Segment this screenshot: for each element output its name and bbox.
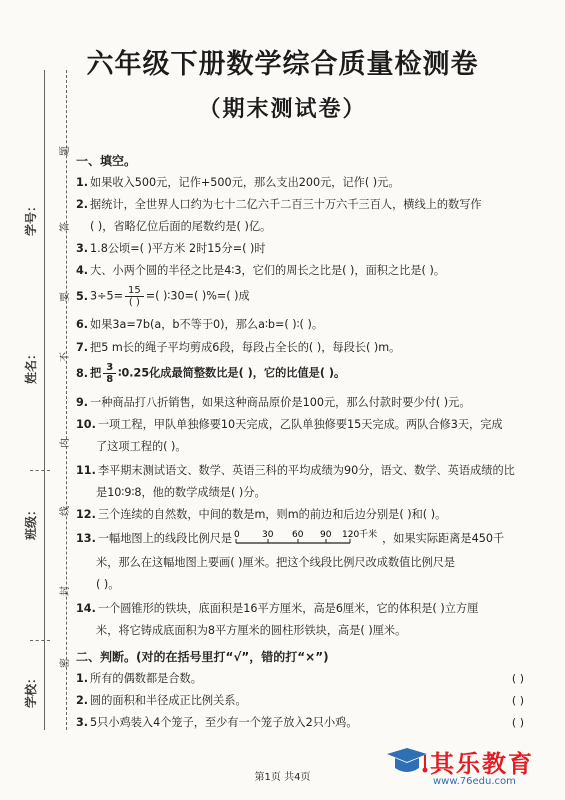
margin-note: 题 — [60, 146, 71, 156]
logo-text: 其乐教育 — [430, 750, 534, 778]
name-label: 姓名： — [24, 347, 38, 384]
section2-title: 二、判断。(对的在括号里打“√”，错的打“×”) — [76, 650, 329, 664]
scale-tick-label: 90 — [320, 530, 332, 540]
school-label: 学校： — [24, 671, 38, 708]
question-9: 9. 一种商品打八折销售，如果这种商品原价是100元，那么付款时要少付( )元。 — [76, 396, 471, 409]
question-3: 3. 1.8公顷=( )平方米 2时15分=( )时 — [76, 242, 266, 255]
margin-note: 内 — [60, 438, 71, 448]
scale-tick-label: 120千米 — [342, 530, 378, 540]
question-13-cont2: ( )。 — [96, 578, 120, 591]
scale-tick-label: 60 — [292, 530, 304, 540]
question-4: 4. 大、小两个圆的半径之比是4∶3，它们的周长之比是( )，面积之比是( )。 — [76, 264, 446, 277]
page-footer: 第1页 共4页 — [254, 772, 311, 783]
section1-title: 一、填空。 — [76, 154, 137, 168]
question-14: 14. 一个圆锥形的铁块，底面积是16平方厘米，高是6厘米，它的体积是( )立方厘 — [76, 602, 479, 615]
graduation-cap-icon — [385, 744, 429, 784]
question-11-cont: 是10∶9∶8，他的数学成绩是( )分。 — [96, 486, 266, 499]
scale-tick-label: 30 — [262, 530, 274, 540]
question-14-cont: 米，将它铸成底面积为8平方厘米的圆柱形铁块，高是( )厘米。 — [96, 624, 407, 637]
line-scale-bar — [232, 528, 382, 550]
margin-note: 不 — [60, 352, 71, 362]
brand-logo — [385, 740, 555, 795]
question-7: 7. 把5 m长的绳子平均剪成6段，每段占全长的( )，每段长( )m。 — [76, 341, 401, 354]
student-id-label: 学号： — [24, 199, 38, 236]
margin-dashed-line — [66, 70, 67, 730]
margin-note: 线 — [60, 506, 71, 516]
question-10-cont: 了这项工程的( )。 — [96, 440, 187, 453]
answer-paren[interactable]: ( ) — [511, 672, 524, 685]
question-1: 1. 如果收入500元，记作+500元，那么支出200元，记作( )元。 — [76, 176, 400, 189]
answer-paren[interactable]: ( ) — [511, 716, 524, 729]
margin-note: 要 — [60, 292, 71, 302]
fill-line — [30, 470, 50, 471]
judge-item-1: 1. 所有的偶数都是合数。 ( ) — [76, 668, 546, 690]
judge-item-3: 3. 5只小鸡装入4个笼子，至少有一个笼子放入2只小鸡。 ( ) — [76, 712, 546, 734]
margin-solid-line — [44, 70, 45, 730]
question-11: 11. 李平期末测试语文、数学、英语三科的平均成绩为90分，语文、数学、英语成绩的比 — [76, 464, 515, 477]
margin-note: 答 — [60, 222, 71, 232]
logo-url: www.76edu.com — [433, 776, 516, 787]
fraction: $\frac{15}{( )}$ — [125, 285, 144, 308]
question-10: 10. 一项工程，甲队单独修要10天完成，乙队单独修要15天完成。两队合修3天，完成 — [76, 418, 503, 431]
fill-line — [30, 640, 50, 641]
page-subtitle: （期末测试卷） — [198, 97, 367, 122]
class-label: 班级： — [24, 503, 38, 540]
fraction: $\frac{3}{8}$ — [103, 362, 116, 385]
question-12: 12. 三个连续的自然数，中间的数是m，则m的前边和后边分别是( )和( )。 — [76, 508, 447, 521]
question-8: 8. 把 $\frac{3}{8}$ ∶0.25化成最简整数比是( )，它的比值是( )。 — [76, 362, 346, 385]
question-2-cont: ( )，省略亿位后面的尾数约是( )亿。 — [90, 220, 272, 233]
page-title: 六年级下册数学综合质量检测卷 — [86, 49, 479, 80]
judge-item-2: 2. 圆的面积和半径成正比例关系。 ( ) — [76, 690, 546, 712]
question-13-cont: 米，那么在这幅地图上要画( )厘米。把这个线段比例尺改成数值比例尺是 — [96, 556, 456, 569]
margin-note: 密 — [60, 658, 71, 668]
question-13: 13. 一幅地图上的线段比例尺是 0 30 60 90 120千米 ，如果实际距离是450千 — [76, 528, 546, 550]
margin-note: 封 — [60, 586, 71, 596]
scale-tick-label: 0 — [234, 530, 240, 540]
answer-paren[interactable]: ( ) — [511, 694, 524, 707]
question-2: 2. 据统计，全世界人口约为七十二亿六千二百三十万六千三百人，横线上的数写作 — [76, 198, 482, 211]
question-6: 6. 如果3a=7b(a，b不等于0)，那么a∶b=( )∶( )。 — [76, 318, 324, 331]
question-5: 5. 3÷5= $\frac{15}{( )}$ =( )∶30=( )%=( )成 — [76, 285, 250, 308]
